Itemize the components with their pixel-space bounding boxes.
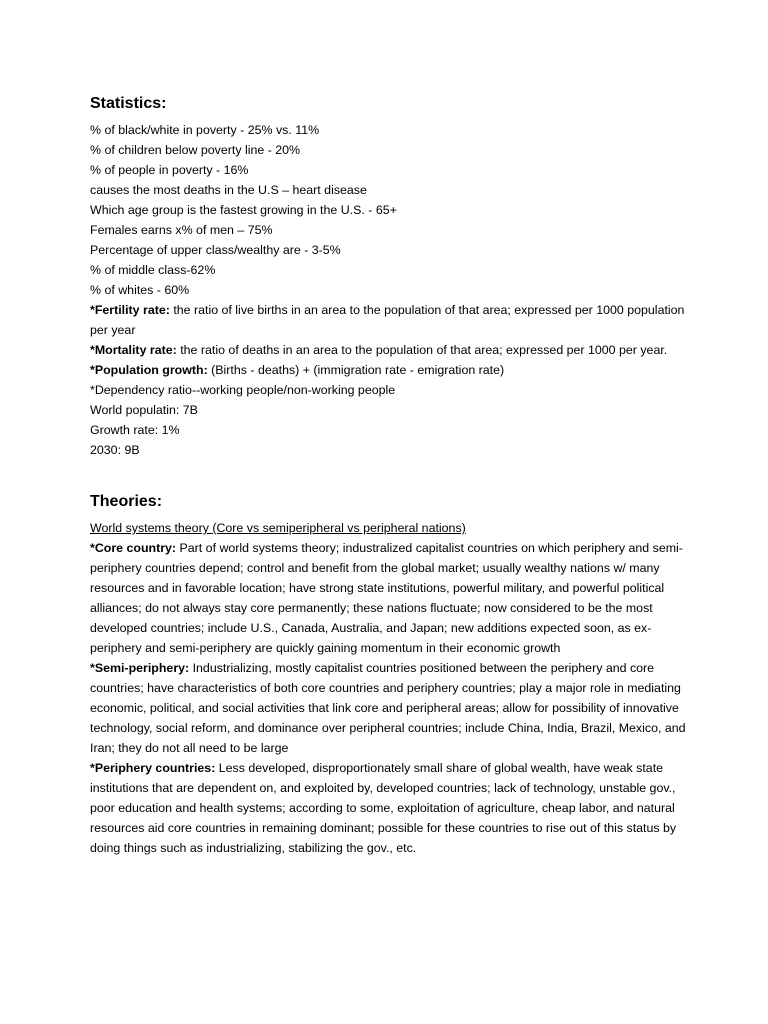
semi-periphery-text: Industrializing, mostly capitalist countries positioned between the periphery and core countries; have characteristics of both core countries and periphery countries; play a major role in mediating economic, political, and social activities that link core and peripheral areas; allow for possibility of innovative technology, social reform, and dominance over peripheral countries; include China, India, Brazil, Mexico, and Iran; they do not all need to be large (90, 661, 686, 755)
statistics-section (90, 92, 690, 460)
stat-line: causes the most deaths in the U.S – heart disease (90, 183, 367, 197)
population-growth-term: *Population growth: (90, 363, 208, 377)
stat-line: % of people in poverty - 16% (90, 163, 249, 177)
mortality-rate-text: the ratio of deaths in an area to the population of that area; expressed per 1000 per year. (176, 343, 668, 357)
fertility-rate-text: the ratio of live births in an area to the population of that area; expressed per 1000 population per year (90, 303, 685, 337)
theories-heading: Theories: (90, 493, 163, 510)
core-country-definition (90, 538, 690, 658)
semi-periphery-term: *Semi-periphery: (90, 661, 190, 675)
periphery-countries-term: *Periphery countries: (90, 761, 216, 775)
document-page (90, 92, 690, 858)
stat-line: % of middle class-62% (90, 263, 216, 277)
projection-line: 2030: 9B (90, 443, 140, 457)
fertility-rate-definition (90, 300, 690, 340)
mortality-rate-term: *Mortality rate: (90, 343, 177, 357)
world-population-line: World populatin: 7B (90, 403, 198, 417)
stat-line: % of children below poverty line - 20% (90, 143, 301, 157)
fertility-rate-term: *Fertility rate: (90, 303, 170, 317)
mortality-rate-definition (90, 340, 690, 360)
stat-line: Percentage of upper class/wealthy are - 3-5% (90, 243, 341, 257)
core-country-text: Part of world systems theory; industralized capitalist countries on which periphery and semi-periphery countries depend; control and benefit from the global market; usually wealthy nations w/ many resources and in favorable location; have strong state institutions, powerful military, and powerful political alliances; do not always stay core permanently; these nations fluctuate; now considered to be the most developed countries; include U.S., Canada, Australia, and Japan; new additions expected soon, as ex-periphery and semi-periphery are quickly gaining momentum in their economic growth (90, 541, 683, 655)
periphery-countries-text: Less developed, disproportionately small share of global wealth, have weak state institutions that are dependent on, and exploited by, developed countries; lack of technology, unstable gov., poor education and health systems; according to some, exploitation of agriculture, cheap labor, and natural resources aid core countries in remaining dominant; possible for these countries to rise out of this status by doing things such as industrializing, stabilizing the gov., etc. (90, 761, 677, 855)
stat-line: Females earns x% of men – 75% (90, 223, 273, 237)
periphery-countries-definition (90, 758, 690, 858)
growth-rate-line: Growth rate: 1% (90, 423, 180, 437)
theories-section (90, 490, 690, 858)
semi-periphery-definition (90, 658, 690, 758)
statistics-heading: Statistics: (90, 95, 167, 112)
core-country-term: *Core country: (90, 541, 177, 555)
stat-line: % of whites - 60% (90, 283, 190, 297)
world-systems-subheading: World systems theory (Core vs semiperipheral vs peripheral nations) (90, 521, 466, 535)
stat-line: % of black/white in poverty - 25% vs. 11% (90, 123, 320, 137)
stat-line: Which age group is the fastest growing in the U.S. - 65+ (90, 203, 397, 217)
dependency-ratio-line: *Dependency ratio--working people/non-working people (90, 383, 396, 397)
population-growth-text: (Births - deaths) + (immigration rate - emigration rate) (207, 363, 505, 377)
section-spacer (90, 460, 690, 490)
population-growth-definition (90, 360, 690, 380)
